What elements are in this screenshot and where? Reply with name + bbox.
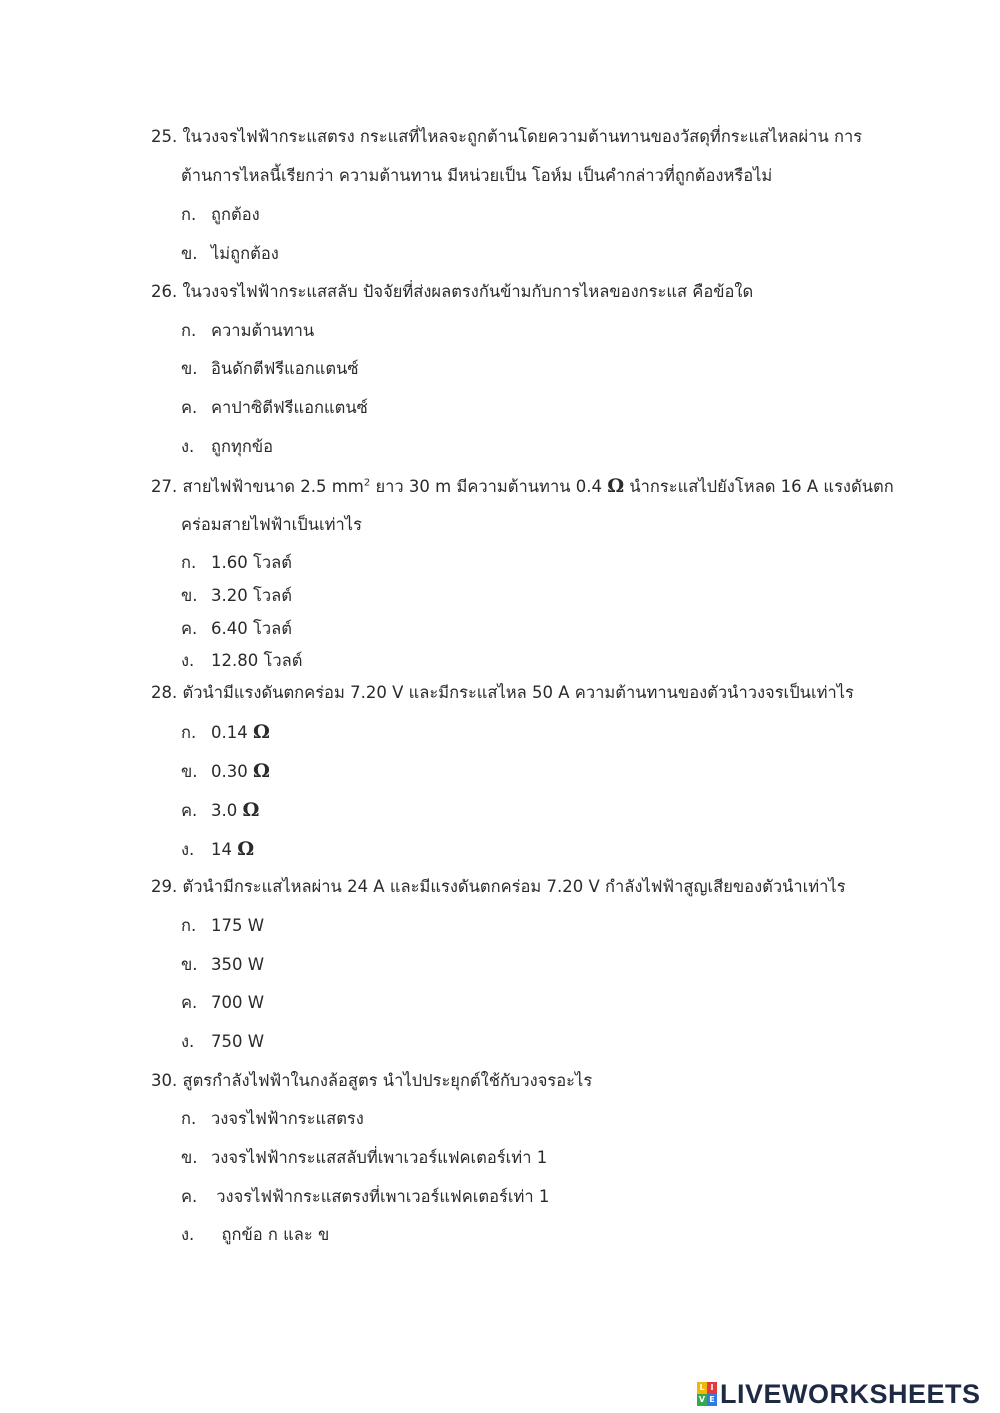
option[interactable] <box>181 552 292 574</box>
option-text: 12.80 โวลต์ <box>211 651 303 670</box>
logo-text: LIVEWORKSHEETS <box>720 1378 981 1409</box>
question-number: 30. <box>151 1071 178 1090</box>
option-text: วงจรไฟฟ้ากระแสสลับที่เพาเวอร์แฟคเตอร์เท่า 1 <box>211 1148 548 1167</box>
ohm-symbol: Ω <box>607 475 625 497</box>
question-28 <box>151 682 854 704</box>
option-letter: ข. <box>181 359 198 378</box>
logo-badge-cell: I <box>707 1382 717 1394</box>
option[interactable] <box>181 320 314 342</box>
option-text: 0.30 <box>211 762 253 781</box>
logo-badge-cell: V <box>698 1395 706 1404</box>
option-letter: ก. <box>181 553 197 572</box>
option-text: 1.60 โวลต์ <box>211 553 292 572</box>
question-30 <box>151 1070 592 1092</box>
question-number: 26. <box>151 282 178 301</box>
question-number: 28. <box>151 683 178 702</box>
question-text: ในวงจรไฟฟ้ากระแสสลับ ปัจจัยที่ส่งผลตรงกันข้ามกับการไหลของกระแส คือข้อใด <box>182 282 754 301</box>
option-text: วงจรไฟฟ้ากระแสตรงที่เพาเวอร์แฟคเตอร์เท่า 1 <box>211 1187 550 1206</box>
question-number: 27. <box>151 477 178 496</box>
option[interactable] <box>181 397 368 419</box>
question-text-c: นำกระแสไปยังโหลด 16 A แรงดันตก <box>624 477 894 496</box>
option-letter: ค. <box>181 993 198 1012</box>
option-letter: ข. <box>181 586 198 605</box>
question-number: 29. <box>151 877 178 896</box>
question-text: สูตรกำลังไฟฟ้าในกงล้อสูตร นำไปประยุกต์ใช้กับวงจรอะไร <box>182 1071 593 1090</box>
option[interactable] <box>181 243 279 265</box>
option[interactable] <box>181 721 270 744</box>
option-letter: ก. <box>181 205 197 224</box>
option-letter: ค. <box>181 1187 198 1206</box>
option-text: 175 W <box>211 916 265 935</box>
option[interactable] <box>181 799 259 822</box>
option-letter: ก. <box>181 1109 197 1128</box>
option-text: ถูกข้อ ก และ ข <box>211 1225 330 1244</box>
option-text: 6.40 โวลต์ <box>211 619 292 638</box>
option-text: อินดักตีฟรีแอกแตนซ์ <box>211 359 359 378</box>
option-text: วงจรไฟฟ้ากระแสตรง <box>211 1109 364 1128</box>
superscript: 2 <box>363 477 371 489</box>
option-text: ไม่ถูกต้อง <box>211 244 279 263</box>
option[interactable] <box>181 760 270 783</box>
option[interactable] <box>181 954 264 976</box>
option[interactable] <box>181 585 292 607</box>
liveworksheets-logo[interactable] <box>697 1379 981 1409</box>
question-25-line2: ต้านการไหลนี้เรียกว่า ความต้านทาน มีหน่วยเป็น โอห์ม เป็นคำกล่าวที่ถูกต้องหรือไม่ <box>181 166 773 185</box>
question-text-b: ยาว 30 m มีความต้านทาน 0.4 <box>370 477 608 496</box>
option-letter: ก. <box>181 723 197 742</box>
option[interactable] <box>181 1186 549 1208</box>
option-text: คาปาซิตีฟรีแอกแตนซ์ <box>211 398 368 417</box>
option-letter: ค. <box>181 801 198 820</box>
option[interactable] <box>181 618 292 640</box>
ohm-symbol: Ω <box>252 721 270 743</box>
ohm-symbol: Ω <box>237 838 255 860</box>
option-letter: ข. <box>181 762 198 781</box>
question-text-a: สายไฟฟ้าขนาด 2.5 mm <box>182 477 364 496</box>
option-text: 700 W <box>211 993 265 1012</box>
question-25 <box>151 126 862 148</box>
option[interactable] <box>181 915 264 937</box>
option-text: 3.0 <box>211 801 243 820</box>
option-letter: ค. <box>181 398 198 417</box>
option-text: 14 <box>211 840 238 859</box>
question-27 <box>151 475 894 498</box>
logo-badge-cell: L <box>697 1382 707 1394</box>
option-text: 3.20 โวลต์ <box>211 586 292 605</box>
option[interactable] <box>181 436 273 458</box>
option-letter: ง. <box>181 1032 195 1051</box>
option-letter: ง. <box>181 1225 195 1244</box>
logo-badge-icon <box>697 1382 717 1406</box>
ohm-symbol: Ω <box>242 799 260 821</box>
option-letter: ค. <box>181 619 198 638</box>
question-text: ตัวนำมีกระแสไหลผ่าน 24 A และมีแรงดันตกคร่อม 7.20 V กำลังไฟฟ้าสูญเสียของตัวนำเท่าไร <box>182 877 846 896</box>
option[interactable] <box>181 1108 364 1130</box>
option[interactable] <box>181 650 302 672</box>
option[interactable] <box>181 1147 547 1169</box>
question-text: ในวงจรไฟฟ้ากระแสตรง กระแสที่ไหลจะถูกต้านโดยความต้านทานของวัสดุที่กระแสไหลผ่าน การ <box>182 127 863 146</box>
option-text: 0.14 <box>211 723 253 742</box>
ohm-symbol: Ω <box>252 760 270 782</box>
option-letter: ง. <box>181 840 195 859</box>
option-text: ถูกทุกข้อ <box>211 437 274 456</box>
option-letter: ง. <box>181 437 195 456</box>
question-text: ตัวนำมีแรงดันตกคร่อม 7.20 V และมีกระแสไหล 50 A ความต้านทานของตัวนำวงจรเป็นเท่าไร <box>182 683 854 702</box>
logo-badge-cell: E <box>707 1394 717 1406</box>
option-text: 350 W <box>211 955 265 974</box>
option-letter: ข. <box>181 244 198 263</box>
option-letter: ง. <box>181 651 195 670</box>
option-text: ถูกต้อง <box>211 205 260 224</box>
question-29 <box>151 876 846 898</box>
option-letter: ก. <box>181 321 197 340</box>
option-letter: ข. <box>181 1148 198 1167</box>
option[interactable] <box>181 1031 264 1053</box>
question-27-line2: คร่อมสายไฟฟ้าเป็นเท่าไร <box>181 515 362 534</box>
option[interactable] <box>181 204 260 226</box>
option[interactable] <box>181 838 254 861</box>
option[interactable] <box>181 992 264 1014</box>
option[interactable] <box>181 1224 329 1246</box>
question-number: 25. <box>151 127 178 146</box>
option[interactable] <box>181 358 359 380</box>
option-text: ความต้านทาน <box>211 321 315 340</box>
question-26 <box>151 281 753 303</box>
option-text: 750 W <box>211 1032 265 1051</box>
option-letter: ข. <box>181 955 198 974</box>
option-letter: ก. <box>181 916 197 935</box>
